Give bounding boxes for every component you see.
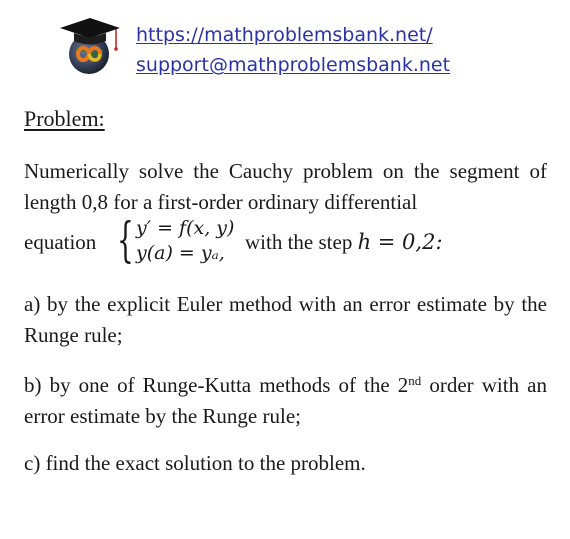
part-c: c) find the exact solution to the problem.	[24, 451, 366, 475]
site-link[interactable]: https://mathproblemsbank.net/	[136, 24, 433, 46]
part-b-after: order with an error estimate by the Runge rule;	[24, 373, 547, 428]
step-statement	[245, 230, 443, 255]
header	[58, 12, 538, 82]
equation-line	[24, 212, 554, 270]
initial-condition: y(a) = yₐ,	[136, 242, 225, 264]
ode-equation: y′ = f(x, y)	[136, 217, 235, 239]
problem-intro: Numerically solve the Cauchy problem on the segment of length 0,8 for a first-order ordinary differential	[24, 159, 547, 214]
part-b	[24, 370, 547, 432]
equation-system	[136, 216, 234, 266]
problem-heading: Problem:	[24, 106, 105, 131]
step-value: h = 0,2:	[357, 230, 443, 254]
equation-word: equation	[24, 230, 97, 254]
logo-graduation-cap-icon	[58, 14, 124, 80]
support-email-link[interactable]: support@mathproblemsbank.net	[136, 54, 451, 76]
left-brace: {	[117, 212, 134, 268]
step-text: with the step	[245, 230, 353, 254]
part-b-superscript: nd	[408, 373, 422, 388]
part-a: a) by the explicit Euler method with an error estimate by the Runge rule;	[24, 292, 547, 347]
contact-links	[136, 20, 450, 80]
part-b-before: b) by one of Runge-Kutta methods of the 2	[24, 373, 409, 397]
